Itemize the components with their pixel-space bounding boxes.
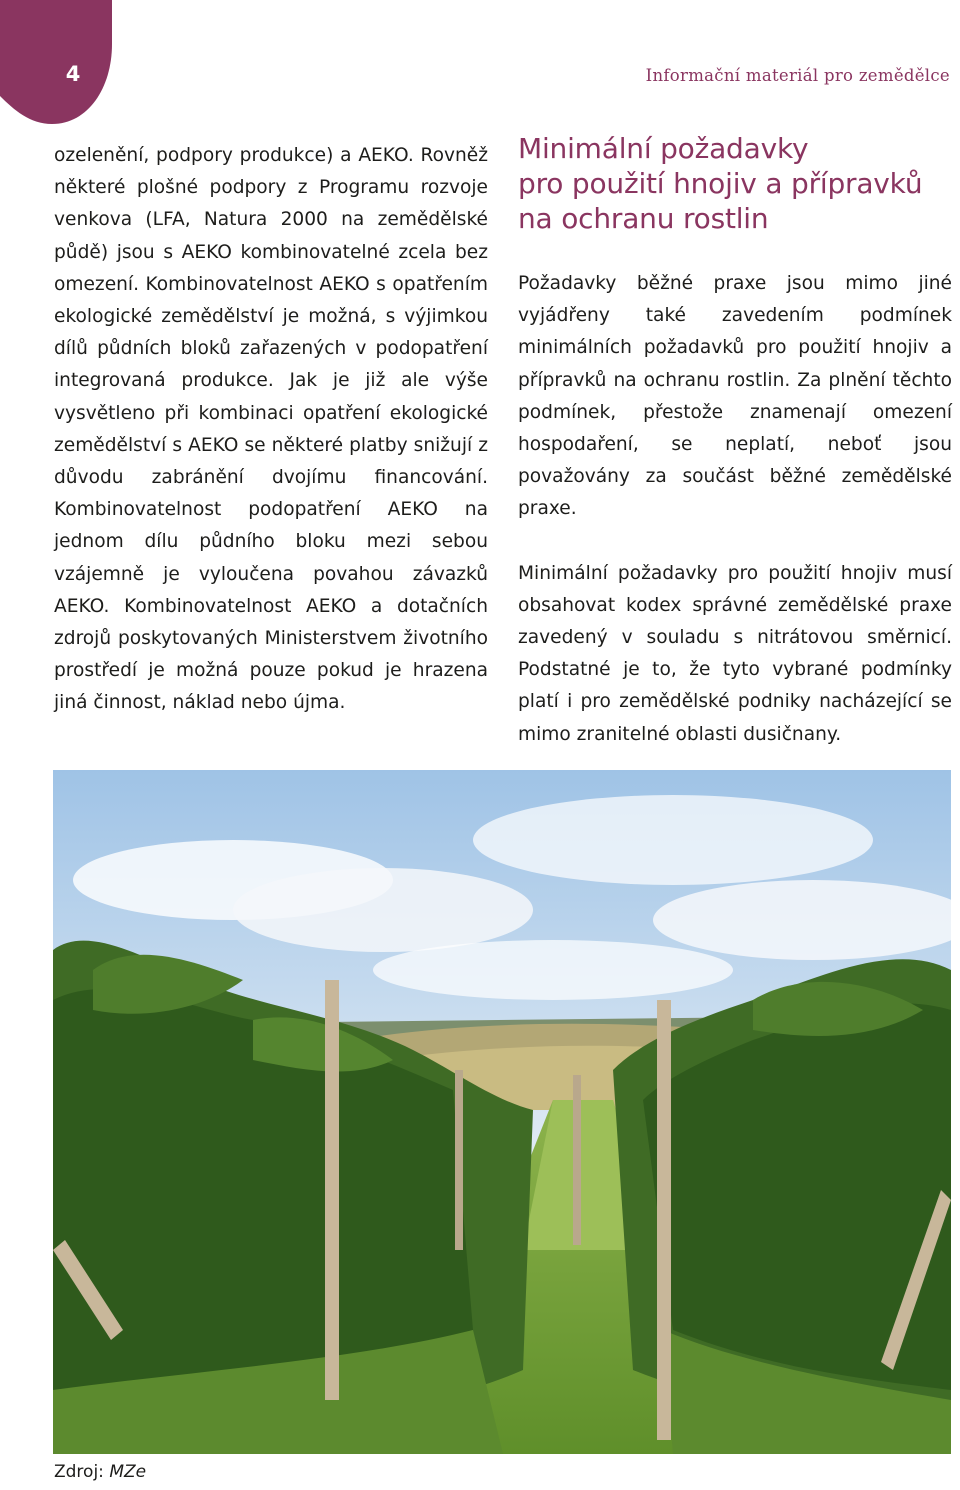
section-title-line-3: na ochranu rostlin xyxy=(518,202,769,235)
paragraph-fertilizer-code: Minimální požadavky pro použití hnojiv musí obsahovat kodex správné zemědělské praxe zavedený v souladu s nitrátovou směrnicí. Podstatné je to, že tyto vybrané podmínky platí i pro zemědělské podniky nacházející se mimo zranitelné oblasti dusičnany. xyxy=(518,562,952,745)
section-title-line-2: pro použití hnojiv a přípravků xyxy=(518,167,923,200)
photo-caption xyxy=(54,1462,146,1482)
section-title xyxy=(518,131,952,236)
caption-label: Zdroj: xyxy=(54,1462,104,1482)
caption-source: MZe xyxy=(109,1462,147,1482)
page-number-tab xyxy=(0,0,112,124)
section-title-line-1: Minimální požadavky xyxy=(518,132,809,165)
right-column xyxy=(518,131,952,751)
vineyard-photo xyxy=(53,770,951,1454)
running-header: Informační materiál pro zemědělce xyxy=(645,66,950,85)
page-number: 4 xyxy=(65,62,81,86)
vineyard-illustration xyxy=(53,770,951,1454)
left-column xyxy=(54,140,488,720)
paragraph-requirements: Požadavky běžné praxe jsou mimo jiné vyjádřeny také zavedením podmínek minimálních požadavků pro použití hnojiv a přípravků na ochranu rostlin. Za plnění těchto podmínek, přestože znamenají omezení hospodaření, se neplatí, neboť jsou považovány za součást běžné zemědělské praxe. xyxy=(518,273,952,520)
left-column-text: ozelenění, podpory produkce) a AEKO. Rovněž některé plošné podpory z Programu rozvoje venkova (LFA, Natura 2000 na zemědělské půdě) jsou s AEKO kombinovatelné zcela bez omezení. Kombinovatelnost AEKO s opatřením ekologické zemědělství je možná, s výjimkou dílů půdních bloků zařazených v podopatření integrovaná produkce. Jak je již ale výše vysvětleno při kombinaci opatření ekologické zemědělství s AEKO se některé platby snižují z důvodu zabránění dvojímu financování. Kombinovatelnost podopatření AEKO na jednom dílu půdního bloku mezi sebou vzájemně je vyloučena povahou závazků AEKO. Kombinovatelnost AEKO a dotačních zdrojů poskytovaných Ministerstvem životního prostředí je možná pouze pokud je hrazena jiná činnost, náklad nebo újma. xyxy=(54,145,488,714)
